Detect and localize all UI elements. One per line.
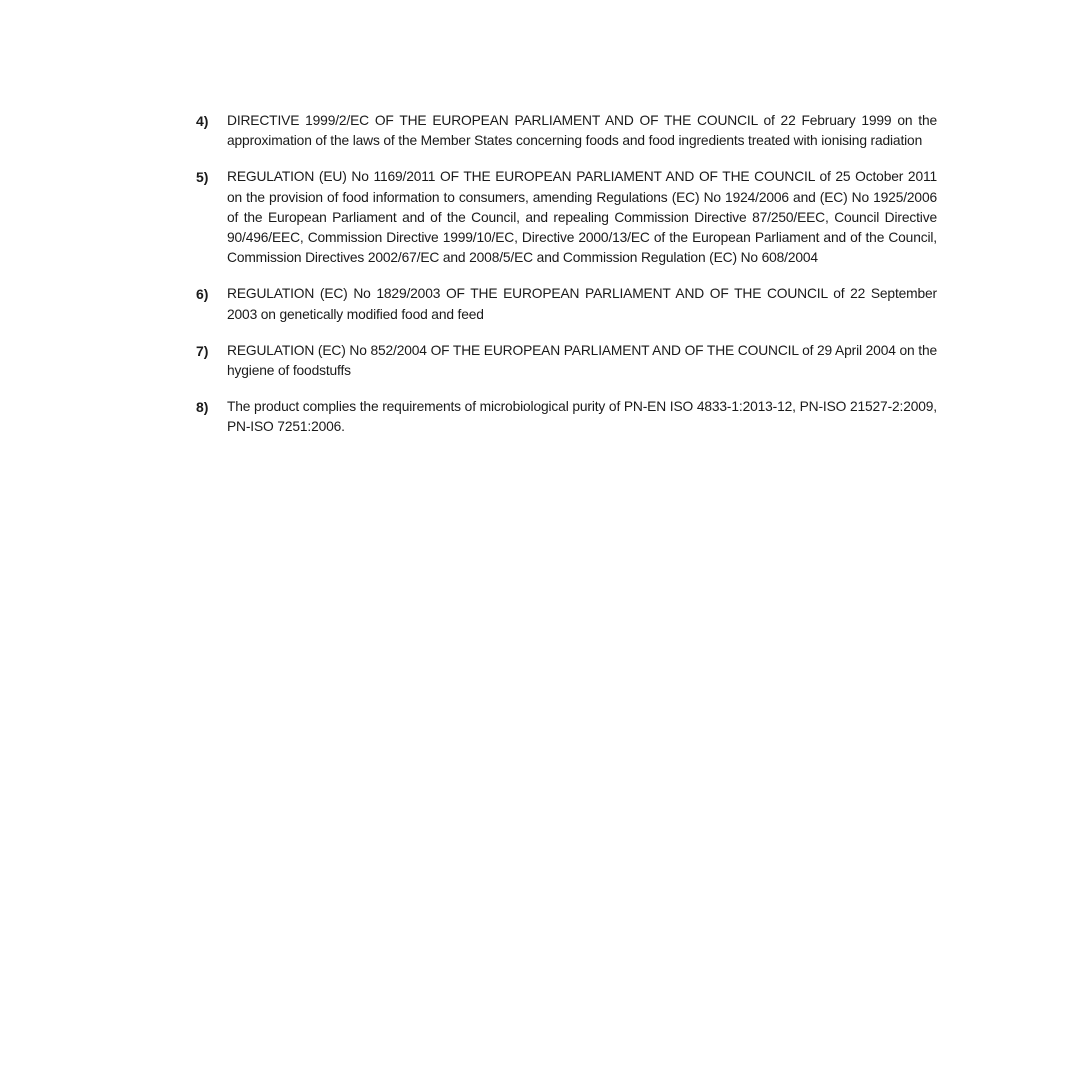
item-text: The product complies the requirements of microbiological purity of PN-EN ISO 4833-1:2013-12, PN-ISO 21527-2:2009, PN-ISO 7251:2006. [227, 399, 937, 435]
list-item [196, 397, 937, 437]
item-number: 6) [196, 286, 209, 303]
item-number: 4) [196, 113, 209, 129]
item-number: 8) [196, 399, 209, 416]
list-item [196, 111, 937, 151]
item-number: 7) [196, 342, 209, 359]
list-item [196, 167, 937, 268]
list-item [196, 284, 937, 324]
item-text: REGULATION (EC) No 1829/2003 OF THE EUROPEAN PARLIAMENT AND OF THE COUNCIL of 22 September 2003 on genetically modified food and feed [227, 286, 937, 322]
item-text: REGULATION (EC) No 852/2004 OF THE EUROPEAN PARLIAMENT AND OF THE COUNCIL of 29 April 2004 on the hygiene of foodstuffs [227, 342, 937, 379]
regulations-list [196, 111, 937, 454]
item-text: DIRECTIVE 1999/2/EC OF THE EUROPEAN PARLIAMENT AND OF THE COUNCIL of 22 February 1999 on the approximation of the laws of the Member States concerning foods and food ingredients treated with ionising radiation [227, 113, 937, 149]
list-item [196, 341, 937, 381]
item-number: 5) [196, 169, 209, 186]
item-text: REGULATION (EU) No 1169/2011 OF THE EUROPEAN PARLIAMENT AND OF THE COUNCIL of 25 October 2011 on the provision of food information to consumers, amending Regulations (EC) No 1924/2006 and (EC) No 1925/2006 of the European Parliament and of the Council, and repealing Commission Directive 87/250/EEC, Council Directive 90/496/EEC, Commission Directive 1999/10/EC, Directive 2000/13/EC of the European Parliament and of the Council, Commission Directives 2002/67/EC and 2008/5/EC and Commission Regulation (EC) No 608/2004 [227, 169, 937, 266]
